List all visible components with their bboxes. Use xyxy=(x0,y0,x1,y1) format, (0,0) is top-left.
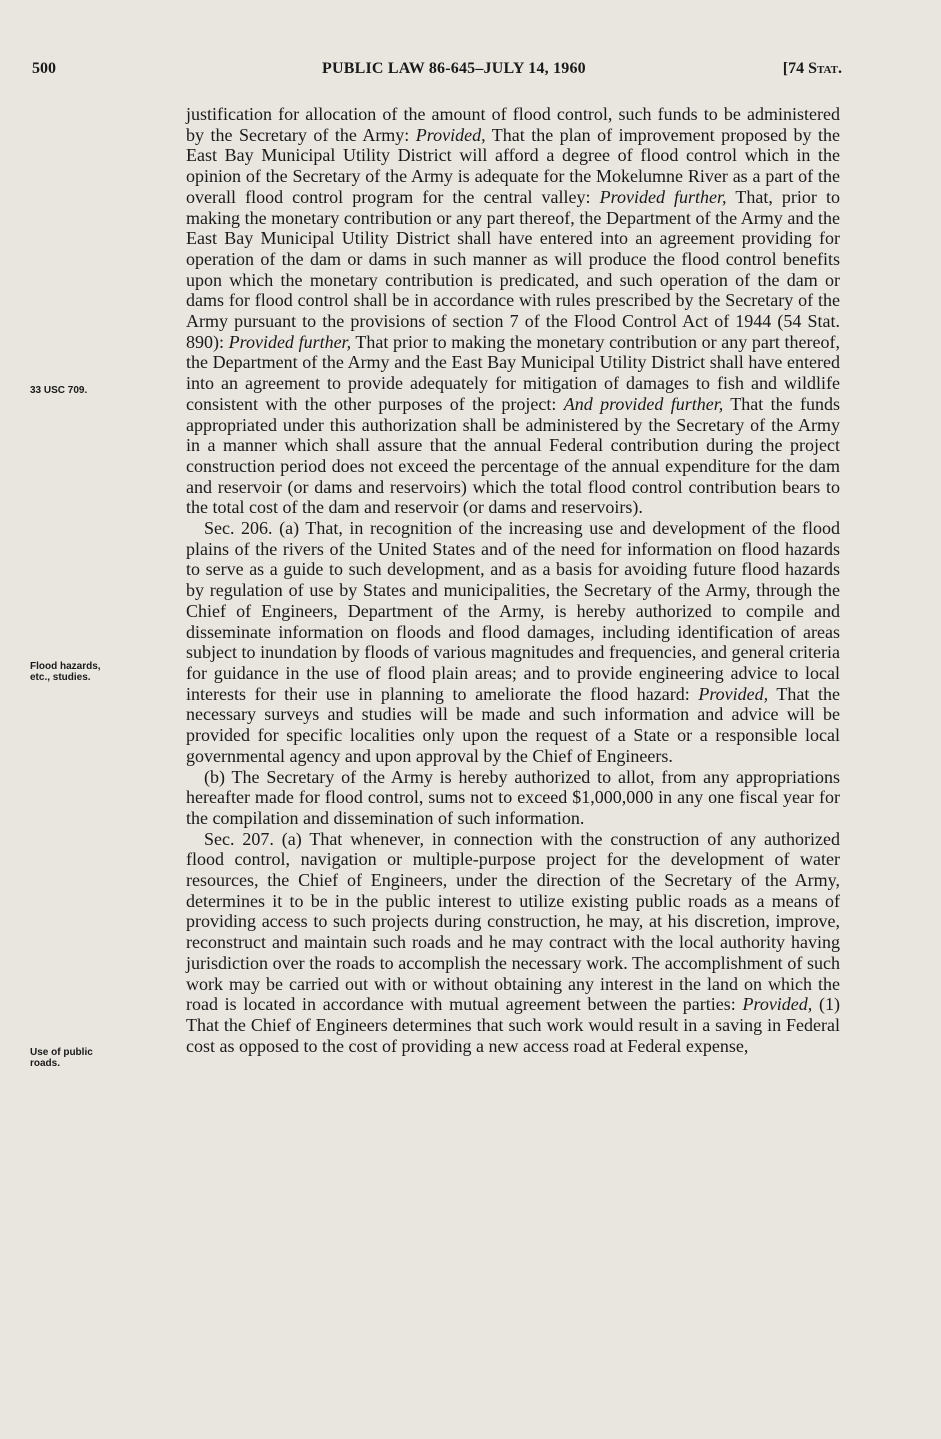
margin-note-flood-line1: Flood hazards, xyxy=(30,661,101,672)
paragraph-sec-206-b xyxy=(186,767,840,829)
italic-run: And provided further, xyxy=(563,393,724,414)
text-run: That the plan of improvement proposed by the East Bay Municipal Utility District will afford a degree of flood control which in the opinion of the Secretary of the Army is adequate for the Mokelumne River as a part of the overall flood control program for the central valley: xyxy=(186,124,841,207)
page-header xyxy=(32,60,842,84)
running-title: PUBLIC LAW 86-645–JULY 14, 1960 xyxy=(322,60,586,77)
paragraph-continuation xyxy=(186,104,840,518)
text-run: (b) The Secretary of the Army is hereby authorized to allot, from any appropriations hereafter made for flood control, sums not to exceed $1,000,000 in any one fiscal year for the compilation and dissemination of such information. xyxy=(186,766,840,828)
margin-note-flood-hazards xyxy=(30,661,180,683)
volume-reference: [74 Stat. xyxy=(782,60,842,77)
italic-run: Provided, xyxy=(415,124,486,145)
text-run: (1) That the Chief of Engineers determines that such work would result in a saving in Federal cost as opposed to the cost of providing a new access road at Federal expense, xyxy=(186,994,840,1056)
text-run: Sec. 207. (a) That whenever, in connection with the construction of any authorized flood control, navigation or multiple-purpose project for the development of water resources, the Chief of Engineers, under the direction of the Secretary of the Army, determines it to be in the public interest to utilize existing public roads as a means of providing access to such projects during construction, he may, at his discretion, improve, reconstruct and maintain such roads and he may contract with the local authority having jurisdiction over the roads to accomplish the necessary work. The accomplishment of such work may be carried out with or without obtaining any interest in the land on which the road is located in accordance with mutual agreement between the parties: xyxy=(186,828,840,1015)
italic-run: Provided, xyxy=(742,994,813,1015)
margin-note-public-roads xyxy=(30,1047,180,1069)
text-run: That prior to making the monetary contribution or any part thereof, the Department of the Army and the East Bay Municipal Utility District shall have entered into an agreement to provide adequately for mitigation of damages to fish and wildlife consistent with the other purposes of the project: xyxy=(186,331,840,414)
text-run: That the funds appropriated under this authorization shall be administered by the Secretary of the Army in a manner which shall assure that the annual Federal contribution during the project construction period does not exceed the percentage of the annual expenditure for the dam and reservoir (or dams and reservoirs) which the total flood control contribution bears to the total cost of the dam and reservoir (or dams and reservoirs). xyxy=(186,393,840,518)
italic-run: Provided, xyxy=(698,683,769,704)
margin-note-usc-text: 33 USC 709. xyxy=(30,385,88,396)
margin-note-usc xyxy=(30,385,180,396)
page-number: 500 xyxy=(32,60,56,77)
italic-run: Provided further, xyxy=(228,331,352,352)
margin-note-flood-line2: etc., studies. xyxy=(30,672,91,683)
body-text xyxy=(186,104,840,1056)
text-run: Sec. 206. (a) That, in recognition of the increasing use and development of the flood plains of the rivers of the United States and of the need for information on flood hazards to serve as a guide to such development, and as a basis for avoiding future flood hazards by regulation of use by States and municipalities, the Secretary of the Army, through the Chief of Engineers, Department of the Army, is hereby authorized to compile and disseminate information on floods and flood damages, including identification of areas subject to inundation by floods of various magnitudes and frequencies, and general criteria for guidance in the use of flood plain areas; and to provide engineering advice to local interests for their use in planning to ameliorate the flood hazard: xyxy=(186,518,840,704)
text-run: justification for allocation of the amount of flood control, such funds to be administered by the Secretary of the Army: xyxy=(186,104,840,145)
paragraph-sec-207-a xyxy=(186,829,840,1057)
text-run: That, prior to making the monetary contribution or any part thereof, the Department of the Army and the East Bay Municipal Utility District shall have entered into an agreement providing for operation of the dam or dams in such manner as will produce the flood control benefits upon which the monetary contribution is predicated, and such operation of the dam or dams for flood control shall be in accordance with rules prescribed by the Secretary of the Army pursuant to the provisions of section 7 of the Flood Control Act of 1944 (54 Stat. 890): xyxy=(186,186,841,352)
paragraph-sec-206-a xyxy=(186,518,840,766)
margin-note-roads-line2: roads. xyxy=(30,1058,61,1069)
margin-note-roads-line1: Use of public xyxy=(30,1047,93,1058)
text-run: That the necessary surveys and studies will be made and such information and advice will be provided for specific localities only upon the request of a State or a responsible local governmental agency and upon approval by the Chief of Engineers. xyxy=(186,683,840,766)
italic-run: Provided further, xyxy=(599,186,727,207)
